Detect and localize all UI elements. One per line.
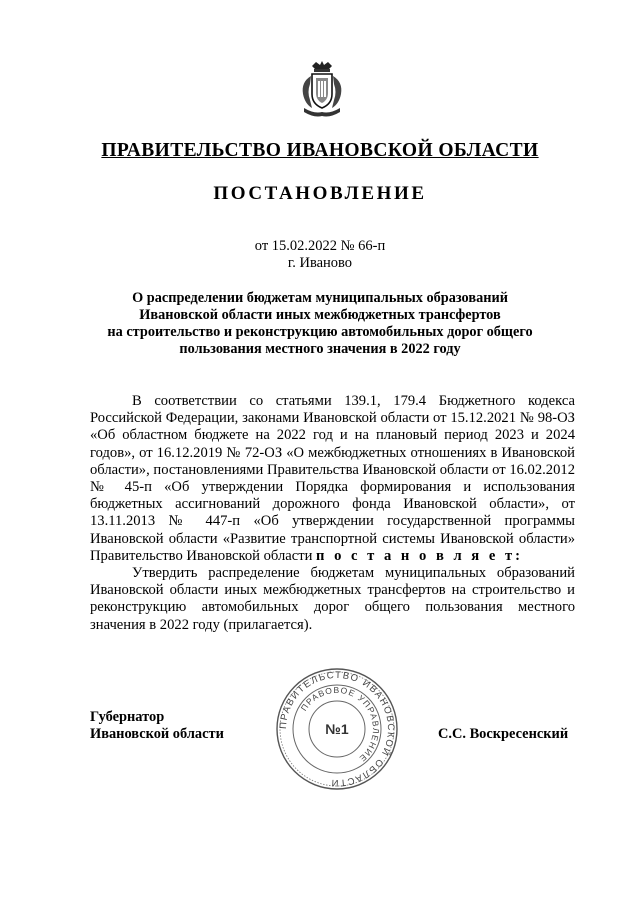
signatory-position [90,709,224,743]
seal-outer-text: ПРАВИТЕЛЬСТВО ИВАНОВСКОЙ ОБЛАСТИ [277,669,397,789]
government-title: ПРАВИТЕЛЬСТВО ИВАНОВСКОЙ ОБЛАСТИ [101,140,539,161]
signatory-name: С.С. Воскресенский [438,726,569,742]
preamble-paragraph [90,393,575,565]
preamble-text: В соответствии со статьями 139.1, 179.4 Бюджетного кодекса Российской Федерации, законами Ивановской области от 15.12.2021 № 98-ОЗ «Об областном бюджете на 2022 год и на плановый период 2023 и 2024 годов», от 16.12.2019 № 72-ОЗ «О межбюджетных отношениях в Ивановской области», постановлениями Правительства Ивановской области от 16.02.2012 № 45-п «Об утверждении Порядка формирования и использования бюджетных ассигнований дорожного фонда Ивановской области», от 13.11.2013 № 447-п «Об утверждении государственной программы Ивановской области «Развитие транспортной системы Ивановской области» Правительство Ивановской области [90,393,575,564]
position-line: Ивановской области [90,726,224,742]
document-subject [100,290,540,358]
seal-inner-text: ПРАВОВОЕ УПРАВЛЕНИЕ [298,684,382,765]
document-type: ПОСТАНОВЛЕНИЕ [213,183,427,204]
document-city: г. Иваново [287,255,353,271]
document-date-number: от 15.02.2022 № 66-п [254,238,386,254]
decree-word: п о с т а н о в л я е т: [316,547,524,564]
position-line: Губернатор [90,709,165,725]
document-body [90,393,575,634]
resolution-paragraph: Утвердить распределение бюджетам муниципальных образований Ивановской области иных межбюджетных трансфертов на строительство и реконструкцию автомобильных дорог общего пользования местного значения в 2022 году (прилагается). [90,565,575,633]
seal-number: №1 [325,721,349,737]
subject-line: О распределении бюджетам муниципальных образований [132,290,508,306]
official-seal [275,667,399,791]
subject-line: Ивановской области иных межбюджетных трансфертов [139,307,501,323]
subject-line: на строительство и реконструкцию автомобильных дорог общего [107,324,533,340]
coat-of-arms-icon [298,60,346,120]
subject-line: пользования местного значения в 2022 году [179,341,461,357]
